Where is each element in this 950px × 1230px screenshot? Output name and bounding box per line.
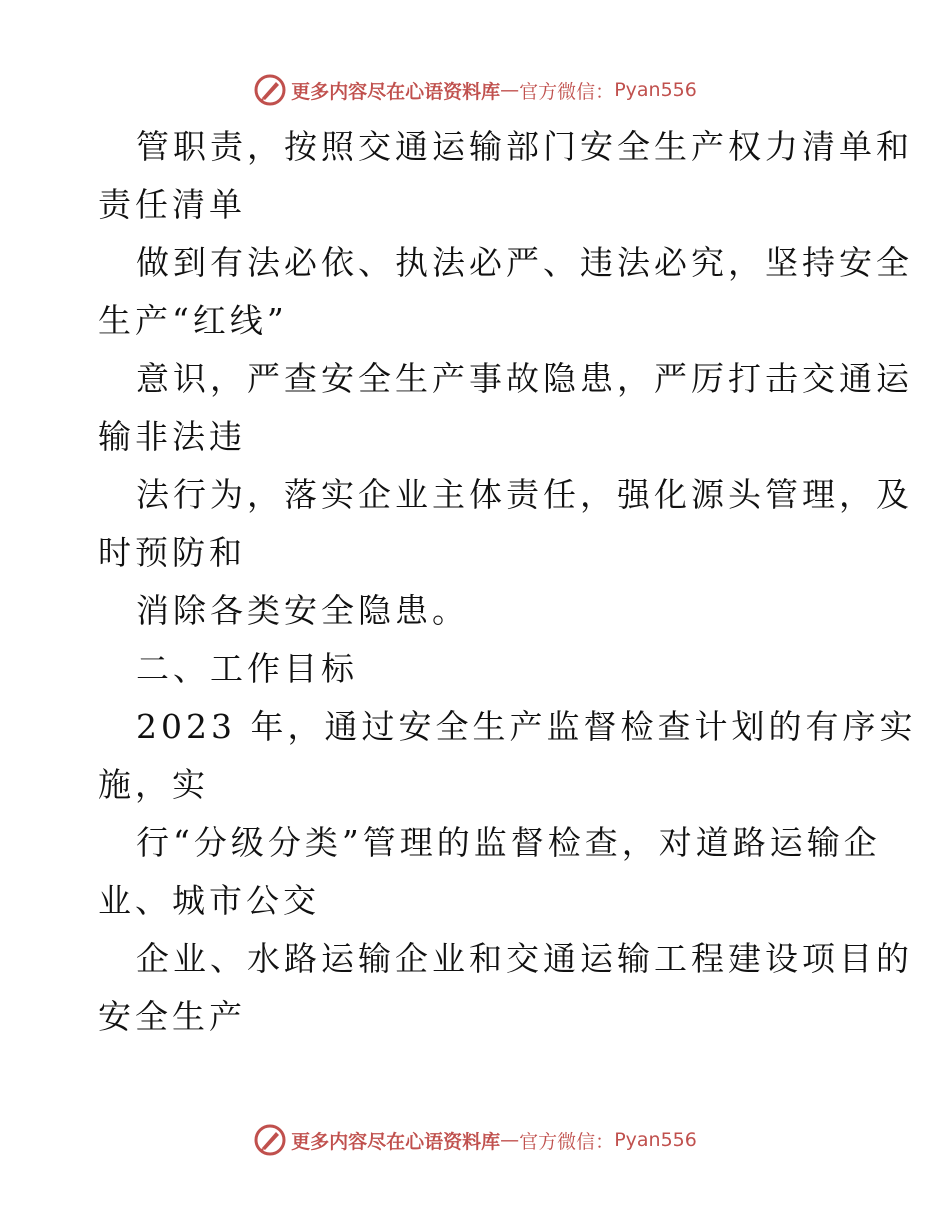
text-line: 二、工作目标 [136,649,358,688]
header-watermark [0,70,950,110]
watermark-dash: — [500,1129,520,1151]
text-line: 意识，严查安全生产事故隐患，严厉打击交通运 [136,359,913,398]
text-line: 法行为，落实企业主体责任，强化源头管理，及 [136,475,913,514]
text-line: 行“分级分类”管理的监督检查，对道路运输企 [136,823,881,862]
quill-logo-icon [253,1123,287,1157]
watermark-brand: 更多内容尽在心语资料库 [291,1130,501,1153]
body-text [98,118,917,1046]
text-line: 生产“红线” [98,301,288,340]
text-line: 责任清单 [98,185,246,224]
text-line: 安全生产 [98,997,246,1036]
text-line: 做到有法必依、执法必严、违法必究，坚持安全 [136,243,913,282]
watermark-account-label: 官方微信： [519,80,615,103]
text-line: 业、城市公交 [98,881,320,920]
watermark-account-id: Pyan556 [614,1129,697,1151]
quill-logo-icon [253,73,287,107]
text-line: 输非法违 [98,417,246,456]
text-line: 时预防和 [98,533,246,572]
text-line: 2023 年，通过安全生产监督检查计划的有序实 [136,707,917,746]
watermark-brand: 更多内容尽在心语资料库 [291,80,501,103]
text-line: 管职责，按照交通运输部门安全生产权力清单和 [136,127,913,166]
watermark-account-id: Pyan556 [614,79,697,101]
text-line: 消除各类安全隐患。 [136,591,469,630]
watermark-dash: — [500,79,520,101]
text-line: 企业、水路运输企业和交通运输工程建设项目的 [136,939,913,978]
watermark-account-label: 官方微信： [519,1130,615,1153]
footer-watermark [0,1120,950,1160]
text-line: 施，实 [98,765,209,804]
